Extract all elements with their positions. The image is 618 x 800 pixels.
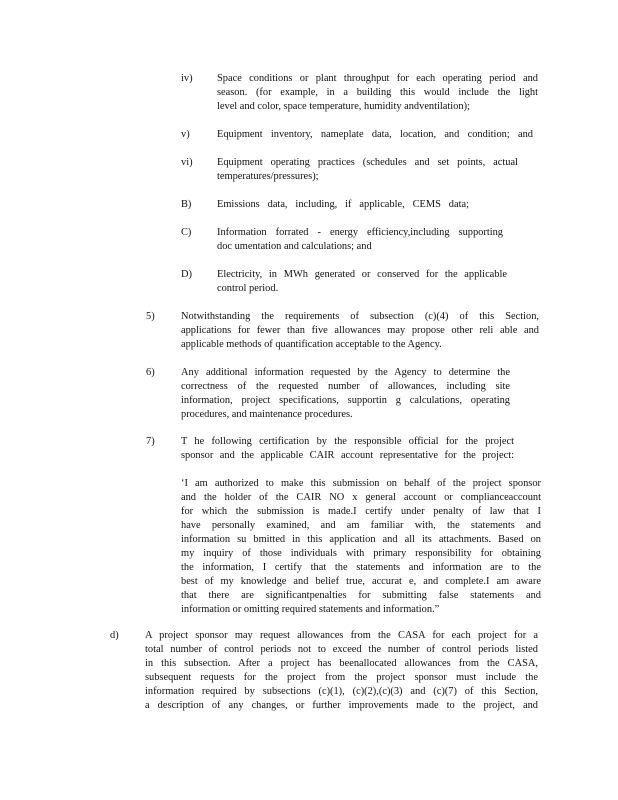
text-line: Electricity, in MWh generated or conserved for the applicable bbox=[217, 269, 507, 280]
text-line: information or omitting required statements and information.” bbox=[181, 604, 440, 615]
text-line: Equipment operating practices (schedules and set points, actual bbox=[217, 157, 518, 168]
text-line: correctness of the requested number of allowances, including site bbox=[181, 381, 510, 392]
text-line: that there are significantpenalties for submitting false statements and bbox=[181, 590, 541, 601]
item-label: iv) bbox=[181, 73, 193, 84]
text-line: T he following certification by the responsible official for the project bbox=[181, 436, 514, 447]
item-label: 6) bbox=[146, 367, 155, 378]
item-label: B) bbox=[181, 199, 192, 210]
text-line: in this subsection. After a project has beenallocated allowances from the CASA, bbox=[145, 658, 538, 669]
item-text bbox=[217, 72, 538, 114]
text-line: Equipment inventory, nameplate data, location, and condition; and bbox=[217, 129, 533, 140]
text-line: a description of any changes, or further improvements made to the project, and bbox=[145, 700, 538, 711]
item-label: v) bbox=[181, 129, 190, 140]
text-line: doc umentation and calculations; and bbox=[217, 241, 372, 252]
item-text bbox=[181, 366, 510, 422]
text-line: procedures, and maintenance procedures. bbox=[181, 409, 353, 420]
text-line: subsequent requests for the project from the project sponsor must include the bbox=[145, 672, 538, 683]
text-line: level and color, space temperature, humidity andventilation); bbox=[217, 101, 470, 112]
item-label: C) bbox=[181, 227, 192, 238]
text-line: Any additional information requested by the Agency to determine the bbox=[181, 367, 510, 378]
item-text bbox=[217, 156, 518, 184]
text-line: information, project specifications, supportin g calculations, operating bbox=[181, 395, 510, 406]
quote-text bbox=[181, 477, 541, 617]
text-line: A project sponsor may request allowances from the CASA for each project for a bbox=[145, 630, 538, 641]
text-line: ‘I am authorized to make this submission on behalf of the project sponsor bbox=[181, 478, 541, 489]
item-text bbox=[145, 629, 538, 713]
item-text bbox=[217, 198, 469, 212]
text-line: information su bmitted in this application and all its attachments. Based on bbox=[181, 534, 541, 545]
text-line: season. (for example, in a building this would include the light bbox=[217, 87, 538, 98]
item-label: d) bbox=[110, 630, 119, 641]
text-line: and the holder of the CAIR NO x general account or complianceaccount bbox=[181, 492, 541, 503]
item-text bbox=[217, 128, 533, 142]
text-line: the information, I certify that the statements and information are to the bbox=[181, 562, 541, 573]
text-line: Space conditions or plant throughput for each operating period and bbox=[217, 73, 538, 84]
text-line: control period. bbox=[217, 283, 279, 294]
text-line: my inquiry of those individuals with primary responsibility for obtaining bbox=[181, 548, 541, 559]
text-line: best of my knowledge and belief true, accurat e, and complete.I am aware bbox=[181, 576, 541, 587]
text-line: have personally examined, and am familiar with, the statements and bbox=[181, 520, 541, 531]
item-label: vi) bbox=[181, 157, 193, 168]
text-line: temperatures/pressures); bbox=[217, 171, 319, 182]
text-line: Notwithstanding the requirements of subsection (c)(4) of this Section, bbox=[181, 311, 539, 322]
text-line: total number of control periods not to exceed the number of control periods listed bbox=[145, 644, 538, 655]
text-line: sponsor and the applicable CAIR account representative for the project: bbox=[181, 450, 514, 461]
item-label: 7) bbox=[146, 436, 155, 447]
text-line: Information forrated - energy efficiency,including supporting bbox=[217, 227, 503, 238]
item-text bbox=[217, 226, 503, 254]
text-line: for which the submission is made.I certify under penalty of law that I bbox=[181, 506, 541, 517]
item-text bbox=[217, 268, 507, 296]
item-text bbox=[181, 435, 514, 463]
text-line: information required by subsections (c)(1), (c)(2),(c)(3) and (c)(7) of this Section, bbox=[145, 686, 538, 697]
item-text bbox=[181, 310, 539, 352]
text-line: applicable methods of quantification acceptable to the Agency. bbox=[181, 339, 442, 350]
text-line: Emissions data, including, if applicable, CEMS data; bbox=[217, 199, 469, 210]
item-label: D) bbox=[181, 269, 192, 280]
item-label: 5) bbox=[146, 311, 155, 322]
text-line: applications for fewer than five allowances may propose other reli able and bbox=[181, 325, 539, 336]
